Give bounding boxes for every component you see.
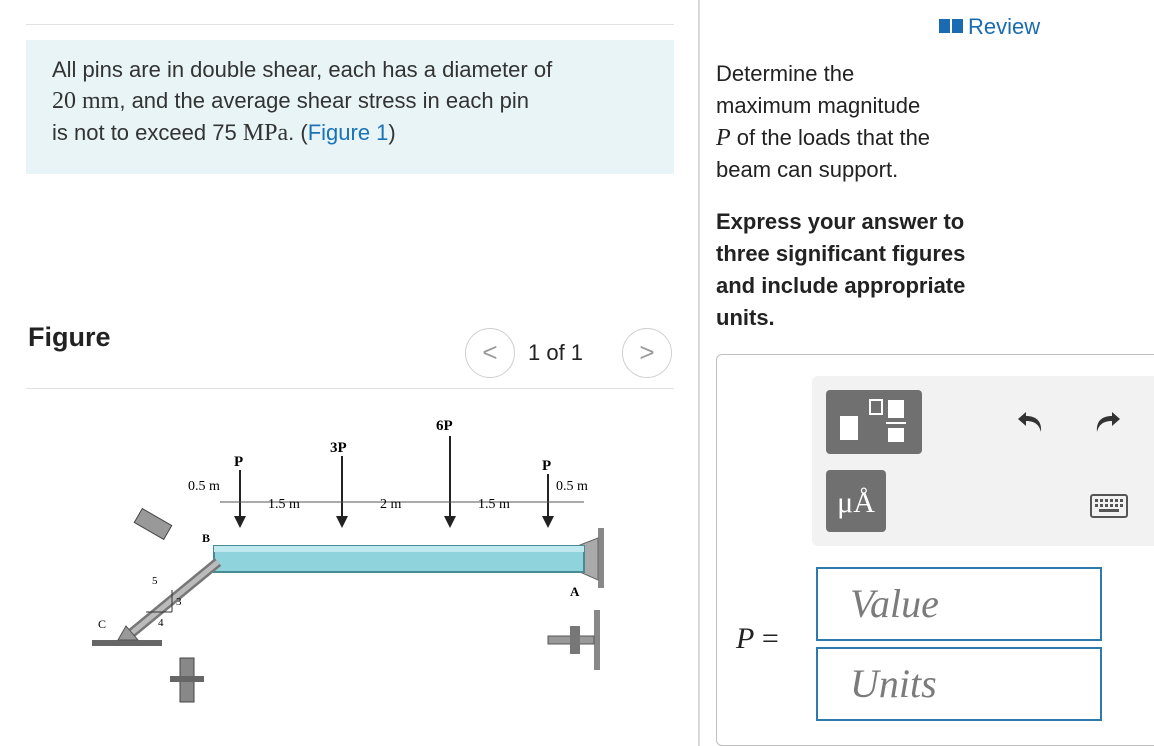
dim-0-5m-left: 0.5 m <box>188 479 220 494</box>
undo-icon[interactable] <box>1016 404 1048 441</box>
dim-0-5m-right: 0.5 m <box>556 479 588 494</box>
slope-label-5: 5 <box>152 575 158 587</box>
point-b-label: B <box>202 531 211 545</box>
units-button[interactable]: μÅ <box>826 470 886 532</box>
beam-highlight <box>214 546 584 552</box>
figure-link[interactable]: Figure 1 <box>307 120 389 145</box>
book-icon <box>938 15 964 41</box>
pin-detail-b <box>134 509 171 540</box>
answer-instruction: Express your answer to three significant figures and include appropriate units. <box>716 209 966 330</box>
point-a-label: A <box>570 584 580 599</box>
problem-statement <box>26 40 674 174</box>
question-text: Determine the maximum magnitude P of the loads that the beam can support. <box>716 61 931 182</box>
dim-1-5m-left: 1.5 m <box>268 497 300 512</box>
figure-heading: Figure <box>28 322 111 352</box>
diameter-math: 20 mm <box>52 88 120 114</box>
load-label-3p: 3P <box>330 440 347 456</box>
keyboard-icon[interactable] <box>1090 494 1128 523</box>
prev-figure-button[interactable]: < <box>465 328 515 378</box>
value-input[interactable]: Value <box>816 567 1102 641</box>
load-label-6p: 6P <box>436 418 453 434</box>
stress-unit-math: MPa <box>242 120 289 146</box>
top-rule <box>26 24 674 25</box>
load-label-p1: P <box>234 454 244 470</box>
panel-divider <box>698 0 700 746</box>
wall-a <box>598 528 604 588</box>
answer-variable-label: P = <box>736 622 779 655</box>
ground-c <box>92 640 162 646</box>
strut-bc-highlight <box>128 562 218 636</box>
fraction-template-icon <box>826 390 922 454</box>
templates-button[interactable] <box>826 390 922 454</box>
load-arrows <box>234 436 554 528</box>
problem-line-2: 20 mm, and the average shear stress in each pin <box>52 88 530 114</box>
pin-detail-c <box>170 658 204 702</box>
figure-rule <box>26 388 674 389</box>
slope-label-4: 4 <box>158 617 164 629</box>
next-figure-button[interactable]: > <box>622 328 672 378</box>
figure-pager: 1 of 1 <box>528 340 584 365</box>
load-label-p2: P <box>542 458 552 474</box>
slope-label-3: 3 <box>176 596 182 608</box>
pin-detail-a <box>548 610 600 670</box>
dim-2m: 2 m <box>380 497 402 512</box>
review-label: Review <box>968 14 1041 39</box>
units-input[interactable]: Units <box>816 647 1102 721</box>
problem-line-1: All pins are in double shear, each has a diameter of <box>52 57 553 82</box>
dim-1-5m-right: 1.5 m <box>478 497 510 512</box>
problem-line-3: is not to exceed 75 MPa. (Figure 1) <box>52 120 396 146</box>
question-var: P <box>716 125 731 151</box>
review-link[interactable] <box>938 14 1040 41</box>
beam-figure <box>80 400 640 720</box>
point-c-label: C <box>98 617 107 631</box>
redo-icon[interactable] <box>1090 404 1122 441</box>
